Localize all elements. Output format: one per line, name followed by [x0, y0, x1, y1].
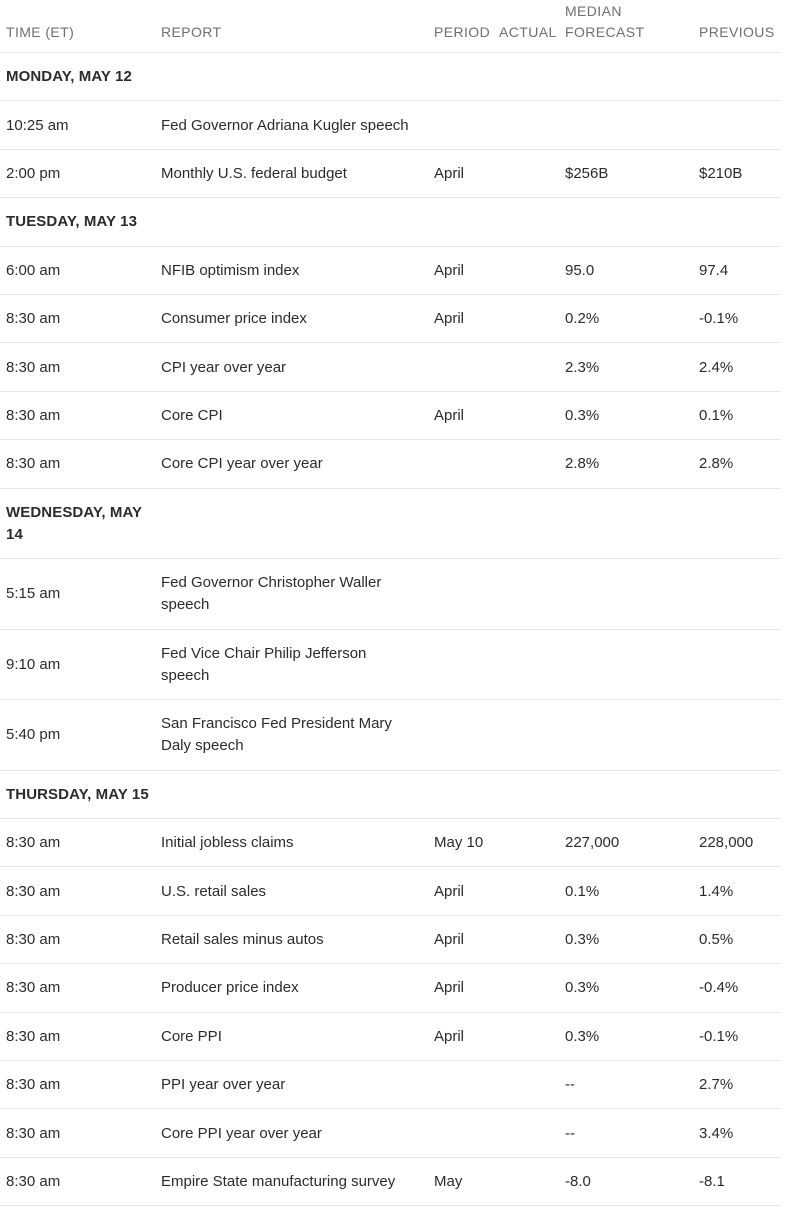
- table-row: [0, 700, 781, 771]
- cell-forecast: 0.3%: [565, 406, 600, 424]
- day-label: THURSDAY, MAY 15: [6, 785, 149, 803]
- cell-time: 8:30 am: [6, 930, 61, 948]
- cell-period: April: [434, 310, 465, 328]
- cell-period: April: [434, 979, 465, 997]
- cell-forecast: 227,000: [565, 834, 620, 852]
- cell-forecast: 0.2%: [565, 310, 600, 328]
- cell-forecast: 2.8%: [565, 455, 600, 473]
- cell-time: 8:30 am: [6, 1124, 61, 1142]
- cell-report: NFIB optimism index: [161, 261, 300, 279]
- cell-report: Producer price index: [161, 979, 299, 997]
- day-label: WEDNESDAY, MAY 14: [6, 503, 142, 543]
- cell-previous: -0.1%: [699, 1027, 739, 1045]
- cell-period: April: [434, 406, 465, 424]
- cell-time: 2:00 pm: [6, 164, 61, 182]
- cell-report: PPI year over year: [161, 1076, 286, 1094]
- cell-time: 8:30 am: [6, 882, 61, 900]
- cell-time: 10:25 am: [6, 116, 69, 134]
- cell-previous: $210B: [699, 164, 743, 182]
- cell-previous: 0.1%: [699, 406, 734, 424]
- table-row: [0, 343, 781, 391]
- header-forecast-line2: FORECAST: [565, 24, 645, 40]
- table-row: [0, 247, 781, 295]
- cell-time: 8:30 am: [6, 406, 61, 424]
- cell-forecast: 0.1%: [565, 882, 600, 900]
- cell-report: Initial jobless claims: [161, 834, 294, 852]
- cell-forecast: --: [565, 1124, 575, 1142]
- cell-time: 5:40 pm: [6, 726, 61, 744]
- cell-previous: 0.5%: [699, 930, 734, 948]
- table-header: [0, 0, 781, 53]
- header-period: PERIOD: [434, 24, 491, 40]
- day-header-row: [0, 489, 781, 560]
- cell-time: 9:10 am: [6, 655, 61, 673]
- cell-previous: 97.4: [699, 261, 729, 279]
- cell-previous: 228,000: [699, 834, 754, 852]
- cell-report: Consumer price index: [161, 310, 307, 328]
- cell-time: 8:30 am: [6, 834, 61, 852]
- cell-report: Core PPI year over year: [161, 1124, 322, 1142]
- table-row: [0, 1109, 781, 1157]
- cell-period: April: [434, 930, 465, 948]
- cell-previous: 2.8%: [699, 455, 734, 473]
- cell-forecast: 0.3%: [565, 930, 600, 948]
- day-header-row: [0, 53, 781, 101]
- cell-report: Fed Governor Adriana Kugler speech: [161, 116, 409, 134]
- cell-time: 8:30 am: [6, 1076, 61, 1094]
- cell-time: 8:30 am: [6, 358, 61, 376]
- cell-period: April: [434, 164, 465, 182]
- cell-report: Core CPI year over year: [161, 455, 323, 473]
- table-row: [0, 392, 781, 440]
- header-previous: PREVIOUS: [699, 24, 775, 40]
- table-row: [0, 630, 781, 701]
- header-report: REPORT: [161, 24, 222, 40]
- cell-period: May 10: [434, 834, 484, 852]
- table-row: [0, 867, 781, 915]
- header-time: TIME (ET): [6, 24, 75, 40]
- cell-period: April: [434, 261, 465, 279]
- cell-report: Core CPI: [161, 406, 223, 424]
- cell-forecast: --: [565, 1076, 575, 1094]
- table-row: [0, 150, 781, 198]
- cell-time: 8:30 am: [6, 979, 61, 997]
- table-row: [0, 1013, 781, 1061]
- cell-previous: -8.1: [699, 1172, 725, 1190]
- table-row: [0, 916, 781, 964]
- header-actual: ACTUAL: [499, 24, 557, 40]
- table-row: [0, 440, 781, 488]
- cell-report: CPI year over year: [161, 358, 287, 376]
- table-row: [0, 1158, 781, 1206]
- cell-previous: -0.1%: [699, 310, 739, 328]
- cell-forecast: -8.0: [565, 1172, 591, 1190]
- cell-time: 8:30 am: [6, 1027, 61, 1045]
- day-header-row: [0, 198, 781, 246]
- table-row: [0, 559, 781, 630]
- cell-forecast: 2.3%: [565, 358, 600, 376]
- cell-period: April: [434, 882, 465, 900]
- cell-report: Retail sales minus autos: [161, 930, 324, 948]
- cell-period: May: [434, 1172, 463, 1190]
- cell-report: Empire State manufacturing survey: [161, 1172, 396, 1190]
- table-row: [0, 819, 781, 867]
- cell-time: 8:30 am: [6, 1172, 61, 1190]
- table-row: [0, 295, 781, 343]
- cell-previous: 2.4%: [699, 358, 734, 376]
- cell-previous: 2.7%: [699, 1076, 734, 1094]
- cell-forecast: $256B: [565, 164, 609, 182]
- cell-report: Fed Governor Christopher Waller speech: [161, 574, 382, 614]
- day-label: MONDAY, MAY 12: [6, 68, 132, 86]
- cell-report: Monthly U.S. federal budget: [161, 164, 347, 182]
- cell-forecast: 0.3%: [565, 1027, 600, 1045]
- cell-report: Core PPI: [161, 1027, 222, 1045]
- cell-previous: 3.4%: [699, 1124, 734, 1142]
- cell-time: 8:30 am: [6, 455, 61, 473]
- cell-previous: -0.4%: [699, 979, 739, 997]
- cell-forecast: 0.3%: [565, 979, 600, 997]
- cell-report: U.S. retail sales: [161, 882, 267, 900]
- header-forecast-line1: MEDIAN: [565, 3, 622, 19]
- table-row: [0, 1061, 781, 1109]
- day-label: TUESDAY, MAY 13: [6, 213, 138, 231]
- cell-report: Fed Vice Chair Philip Jefferson speech: [161, 644, 367, 684]
- cell-time: 5:15 am: [6, 585, 61, 603]
- cell-forecast: 95.0: [565, 261, 595, 279]
- day-header-row: [0, 771, 781, 819]
- cell-previous: 1.4%: [699, 882, 734, 900]
- table-row: [0, 964, 781, 1012]
- cell-time: 8:30 am: [6, 310, 61, 328]
- cell-report: San Francisco Fed President Mary Daly speech: [161, 715, 392, 755]
- cell-time: 6:00 am: [6, 261, 61, 279]
- table-row: [0, 101, 781, 149]
- cell-period: April: [434, 1027, 465, 1045]
